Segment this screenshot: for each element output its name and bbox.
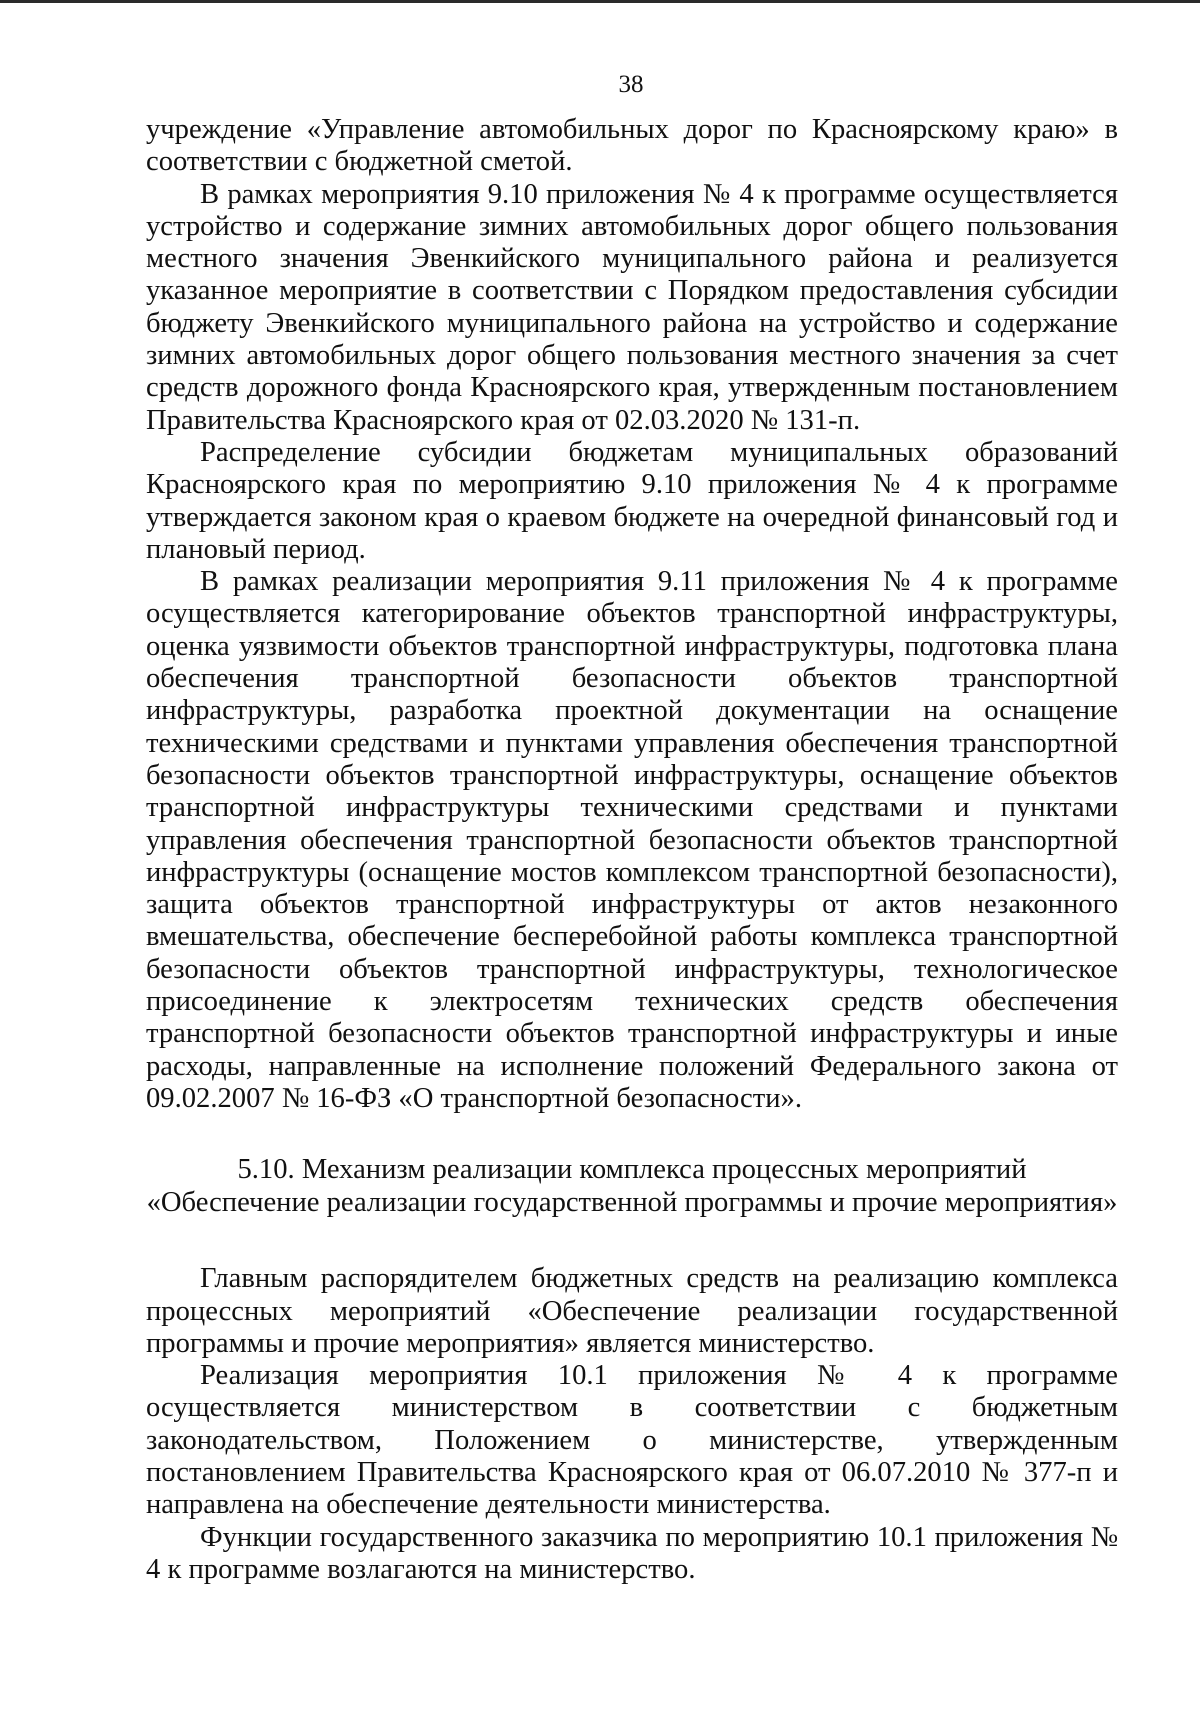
- paragraph: Функции государственного заказчика по мероприятию 10.1 приложения № 4 к программе возлагаются на министерство.: [146, 1521, 1118, 1585]
- paragraph: Реализация мероприятия 10.1 приложения № 4 к программе осуществляется министерством в соответствии с бюджетным законодательством, Положением о министерстве, утвержденным постановлением Правительства Красноярского края от 06.07.2010 № 377-п и направлена на обеспечение деятельности министерства.: [146, 1360, 1118, 1521]
- scan-top-border: [0, 0, 1200, 3]
- section-heading-line: 5.10. Механизм реализации комплекса процессных мероприятий: [237, 1154, 1027, 1186]
- section-heading: [146, 1153, 1118, 1219]
- paragraph: В рамках реализации мероприятия 9.11 приложения № 4 к программе осуществляется категорирование объектов транспортной инфраструктуры, оценка уязвимости объектов транспортной инфраструктуры, подготовка плана обеспечения транспортной безопасности объектов транспортной инфраструктуры, разработка проектной документации на оснащение техническими средствами и пунктами управления обеспечения транспортной безопасности объектов транспортной инфраструктуры, оснащение объектов транспортной инфраструктуры техническими средствами и пунктами управления обеспечения транспортной безопасности объектов транспортной инфраструктуры (оснащение мостов комплексом транспортной безопасности), защита объектов транспортной инфраструктуры от актов незаконного вмешательства, обеспечение бесперебойной работы комплекса транспортной безопасности объектов транспортной инфраструктуры, технологическое присоединение к электросетям технических средств обеспечения транспортной безопасности объектов транспортной инфраструктуры и иные расходы, направленные на исполнение положений Федерального закона от 09.02.2007 № 16-ФЗ «О транспортной безопасности».: [146, 566, 1118, 1114]
- paragraph: учреждение «Управление автомобильных дорог по Красноярскому краю» в соответствии с бюджетной сметой.: [146, 114, 1118, 178]
- paragraph: Распределение субсидии бюджетам муниципальных образований Красноярского края по мероприятию 9.10 приложения № 4 к программе утверждается законом края о краевом бюджете на очередной финансовый год и плановый период.: [146, 436, 1118, 565]
- section-heading-line: «Обеспечение реализации государственной программы и прочие мероприятия»: [146, 1187, 1118, 1219]
- paragraph: Главным распорядителем бюджетных средств на реализацию комплекса процессных мероприятий «Обеспечение реализации государственной программы и прочие мероприятия» является министерство.: [146, 1263, 1118, 1359]
- page-number: 38: [618, 71, 644, 98]
- paragraph: В рамках мероприятия 9.10 приложения № 4 к программе осуществляется устройство и содержание зимних автомобильных дорог общего пользования местного значения Эвенкийского муниципального района и реализуется указанное мероприятие в соответствии с Порядком предоставления субсидии бюджету Эвенкийского муниципального района на устройство и содержание зимних автомобильных дорог общего пользования местного значения за счет средств дорожного фонда Красноярского края, утвержденным постановлением Правительства Красноярского края от 02.03.2020 № 131-п.: [146, 178, 1118, 436]
- document-body: [146, 114, 1118, 1586]
